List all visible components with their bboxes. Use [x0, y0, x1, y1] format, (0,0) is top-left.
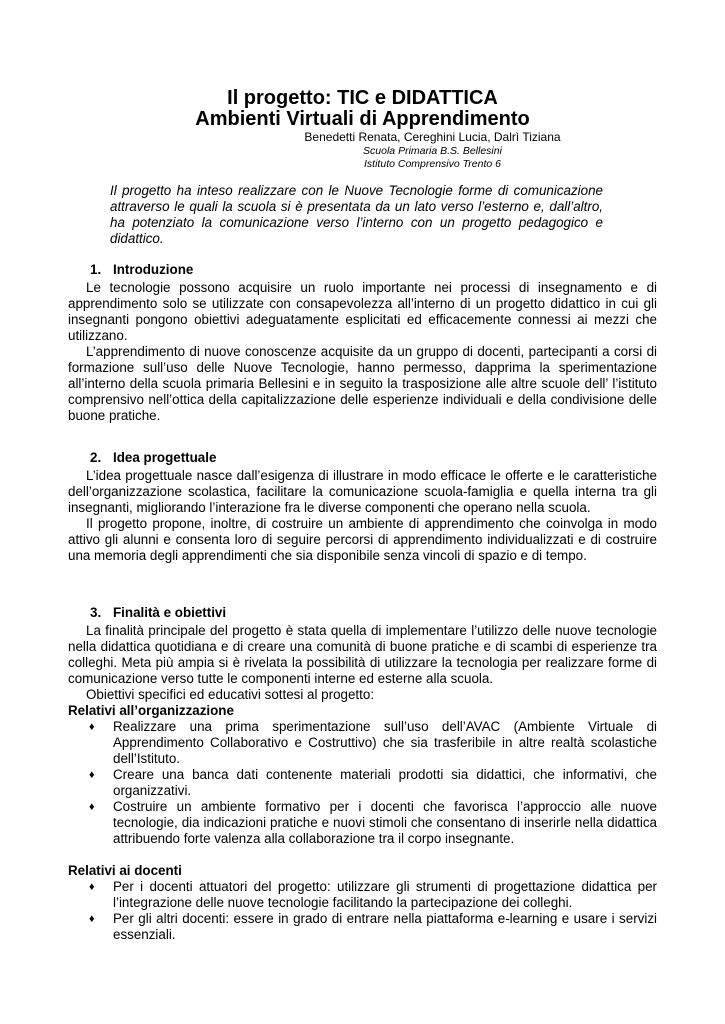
paragraph: La finalità principale del progetto è stata quella di implementare l’utilizzo delle nuove tecnologie nella didattica quotidiana e di creare una comunità di buone pratiche e di scambi di esperienze tra colleghi. Meta più ampia si è rivelata la possibilità di utilizzare la tecnologia per realizzare forme di comunicazione verso tutte le componenti interne ed esterne alla scuola.: [68, 623, 657, 686]
school: Scuola Primaria B.S. Bellesini: [363, 145, 502, 157]
diamond-bullet-icon: ♦: [89, 913, 95, 925]
list-item: ♦ Creare una banca dati contenente materiali prodotti sia didattici, che informativi, che organizzativi.: [89, 767, 657, 798]
paragraph: Obiettivi specifici ed educativi sottesi al progetto:: [86, 687, 375, 702]
diamond-bullet-icon: ♦: [89, 881, 95, 893]
bullet-list-docenti: [68, 879, 657, 943]
title-line-2: Ambienti Virtuali di Apprendimento: [195, 108, 530, 130]
section-heading: 1. Introduzione: [90, 262, 194, 277]
diamond-bullet-icon: ♦: [89, 721, 95, 733]
subheading-docenti: Relativi ai docenti: [68, 863, 182, 878]
list-item: ♦ Per i docenti attuatori del progetto: utilizzare gli strumenti di progettazione didattica per l’integrazione delle nuove tecnologie facilitando la partecipazione dei colleghi.: [89, 879, 657, 910]
institute: Istituto Comprensivo Trento 6: [364, 158, 501, 170]
section-idea-progettuale: [68, 450, 657, 564]
authors: Benedetti Renata, Cereghini Lucia, Dalrì Tiziana: [304, 130, 561, 144]
paragraph: Il progetto propone, inoltre, di costruire un ambiente di apprendimento che coinvolga in modo attivo gli alunni e consenta loro di seguire percorsi di apprendimento individualizzati e di costruire una memoria degli apprendimenti che sia disponibile senza vincoli di spazio e di tempo.: [68, 516, 657, 563]
paragraph: Le tecnologie possono acquisire un ruolo importante nei processi di insegnamento e di apprendimento solo se utilizzate con consapevolezza all’interno di un progetto didattico in cui gli insegnanti pongono obiettivi adeguatamente esplicitati ed efficacemente connessi ai mezzi che utilizzano.: [68, 280, 657, 343]
diamond-bullet-icon: ♦: [89, 769, 95, 781]
list-item: ♦ Costruire un ambiente formativo per i docenti che favorisca l’approccio alle nuove tecnologie, dia indicazioni pratiche e nuovi stimoli che consentano di inserirle nella didattica attribuendo forte valenza alla collaborazione tra il corpo insegnante.: [89, 799, 657, 846]
list-item: ♦ Realizzare una prima sperimentazione sull’uso dell’AVAC (Ambiente Virtuale di Apprendimento Collaborativo e Costruttivo) che sia trasferibile in altre realtà scolastiche dell’Istituto.: [89, 719, 657, 766]
paragraph: L’apprendimento di nuove conoscenze acquisite da un gruppo di docenti, partecipanti a corsi di formazione sull’uso delle Nuove Tecnologie, hanno permesso, dapprima la sperimentazione all’interno della scuola primaria Bellesini e in seguito la trasposizione alle altre scuole dell’ l’istituto comprensivo nell’ottica della capitalizzazione delle esperienze individuali e della condivisione delle buone pratiche.: [68, 344, 657, 423]
section-finalita-obiettivi: [68, 605, 657, 943]
list-item: ♦ Per gli altri docenti: essere in grado di entrare nella piattaforma e-learning e usare i servizi essenziali.: [89, 911, 657, 942]
section-heading: 2. Idea progettuale: [90, 450, 217, 465]
section-heading: 3. Finalità e obiettivi: [90, 605, 227, 620]
bullet-list-organizzazione: [68, 719, 657, 847]
section-introduzione: [68, 262, 657, 424]
diamond-bullet-icon: ♦: [89, 801, 95, 813]
title-line-1: Il progetto: TIC e DIDATTICA: [227, 87, 498, 109]
paragraph: L’idea progettuale nasce dall’esigenza di illustrare in modo efficace le offerte e le caratteristiche dell’organizzazione scolastica, facilitare la comunicazione scuola-famiglia e quella interna tra gli insegnanti, migliorando l’interazione fra le diverse componenti che operano nella scuola.: [68, 468, 657, 515]
abstract: Il progetto ha inteso realizzare con le Nuove Tecnologie forme di comunicazione attraverso le quali la scuola si è presentata da un lato verso l’esterno e, dall’altro, ha potenziato la comunicazione verso l’interno con un progetto pedagogico e didattico.: [110, 183, 603, 246]
subheading-organizzazione: Relativi all’organizzazione: [68, 703, 234, 718]
